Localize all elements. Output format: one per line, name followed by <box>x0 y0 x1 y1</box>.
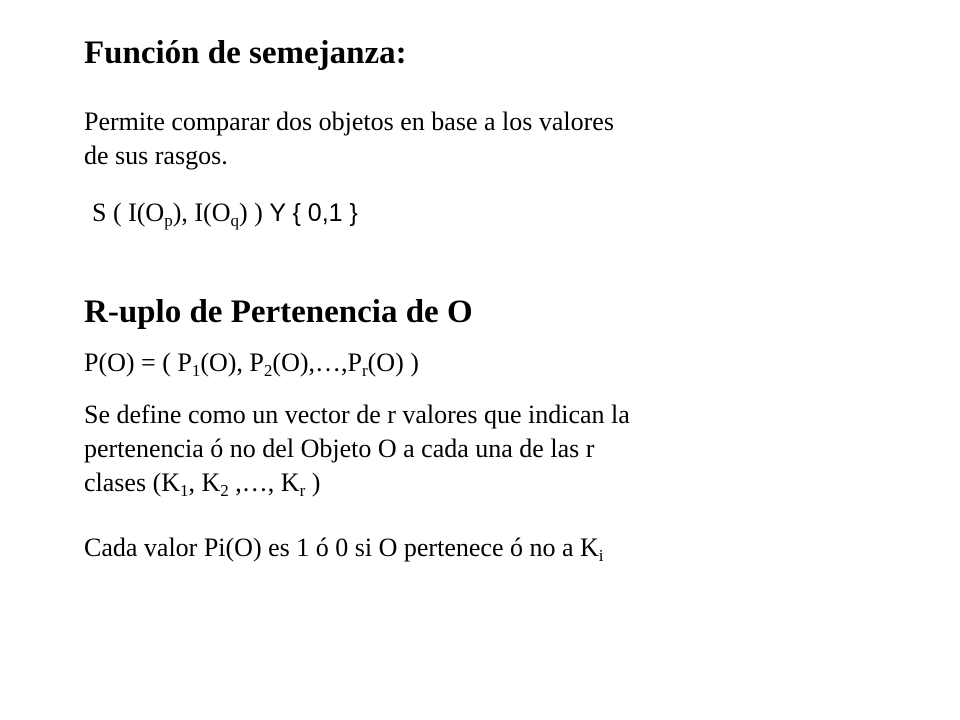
formula-text: S ( I(O <box>92 198 165 227</box>
subscript-q: q <box>230 211 239 230</box>
heading-membership-tuple: R-uplo de Pertenencia de O <box>84 294 473 330</box>
membership-formula <box>84 346 914 380</box>
definition-text: ) <box>305 468 321 497</box>
definition-line-1: Se define como un vector de r valores que indican la <box>84 400 630 429</box>
subscript-2: 2 <box>263 361 273 380</box>
definition-line-2: pertenencia ó no del Objeto O a cada una de las r <box>84 434 595 463</box>
subscript-i: i <box>598 546 604 565</box>
description-line-2: de sus rasgos. <box>84 141 228 170</box>
definition-text: ,…, K <box>228 468 300 497</box>
definition-text: clases (K <box>84 468 181 497</box>
value-set: { 0,1 } <box>285 199 358 227</box>
description-line-1: Permite comparar dos objetos en base a los valores <box>84 107 614 136</box>
membership-symbol: Y <box>269 199 286 227</box>
formula-text: (O),…,P <box>272 348 362 377</box>
description-paragraph <box>84 105 948 173</box>
explanation-text: Cada valor Pi(O) es 1 ó 0 si O pertenece ó no a K <box>84 533 599 562</box>
formula-text: (O) ) <box>367 348 419 377</box>
subscript-r: r <box>299 481 306 500</box>
subscript-2: 2 <box>220 481 229 500</box>
definition-text: , K <box>188 468 221 497</box>
subscript-r: r <box>361 361 368 380</box>
subscript-1: 1 <box>180 481 189 500</box>
value-explanation <box>84 531 914 565</box>
heading-similarity-function: Función de semejanza: <box>84 35 407 71</box>
subscript-1: 1 <box>191 361 201 380</box>
definition-paragraph <box>84 398 948 500</box>
formula-text: ) ) <box>238 198 270 227</box>
subscript-p: p <box>164 211 173 230</box>
formula-text: P(O) = ( P <box>84 348 192 377</box>
definition-line-3 <box>84 466 948 500</box>
formula-text: ), I(O <box>172 198 231 227</box>
formula-text: (O), P <box>200 348 264 377</box>
similarity-formula <box>92 196 922 230</box>
